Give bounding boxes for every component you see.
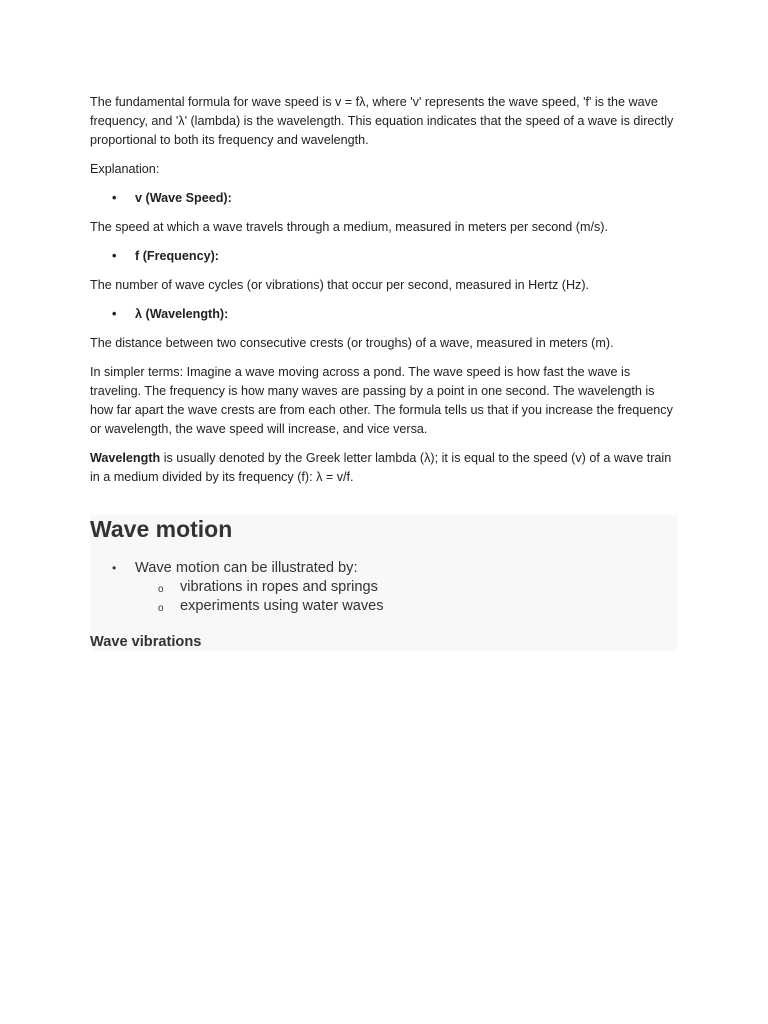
document-page: [90, 93, 678, 651]
term-label: λ (Wavelength):: [135, 307, 229, 321]
sub-bullet-glyph: o: [158, 603, 164, 614]
bullet-glyph: •: [112, 307, 117, 321]
wavelength-paragraph: [90, 449, 678, 487]
term-label: f (Frequency):: [135, 249, 219, 263]
bullet-glyph: •: [112, 191, 117, 205]
list-item-text: Wave motion can be illustrated by:: [135, 560, 358, 576]
sub-list-item-text: vibrations in ropes and springs: [180, 579, 378, 595]
term-bullet-frequency: [90, 247, 678, 266]
sub-list-item: [90, 597, 384, 616]
sub-list-item: [90, 578, 384, 597]
wave-motion-section: [90, 515, 678, 651]
wavelength-rest: is usually denoted by the Greek letter lambda (λ); it is equal to the speed (v) of a wave train in a medium divided by its frequency (f): λ = v/f.: [90, 451, 672, 484]
list-item: [90, 559, 384, 578]
bullet-glyph: •: [112, 561, 117, 575]
wave-motion-heading: Wave motion: [90, 516, 233, 542]
sub-list-item-text: experiments using water waves: [180, 598, 384, 614]
wavelength-bold-term: Wavelength: [90, 451, 161, 465]
term-description: The speed at which a wave travels through a medium, measured in meters per second (m/s).: [90, 220, 608, 234]
simpler-terms-paragraph: In simpler terms: Imagine a wave moving across a pond. The wave speed is how fast the wave is traveling. The frequency is how many waves are passing by a point in one second. The wavelength is how far apart the wave crests are from each other. The formula tells us that if you increase the frequency or wavelength, the wave speed will increase, and vice versa.: [90, 365, 673, 436]
wave-motion-list: [90, 559, 384, 616]
explanation-label: Explanation:: [90, 162, 160, 176]
term-description: The number of wave cycles (or vibrations) that occur per second, measured in Hertz (Hz).: [90, 278, 590, 292]
term-bullet-wave-speed: [90, 189, 678, 208]
sub-bullet-glyph: o: [158, 584, 164, 595]
term-label: v (Wave Speed):: [135, 191, 232, 205]
bullet-glyph: •: [112, 249, 117, 263]
term-bullet-wavelength: [90, 305, 678, 324]
term-description: The distance between two consecutive crests (or troughs) of a wave, measured in meters (m).: [90, 336, 614, 350]
wave-vibrations-subheading: Wave vibrations: [90, 634, 202, 650]
intro-paragraph: The fundamental formula for wave speed is v = fλ, where 'v' represents the wave speed, 'f' is the wave frequency, and 'λ' (lambda) is the wavelength. This equation indicates that the speed of a wave is directly proportional to both its frequency and wavelength.: [90, 95, 674, 147]
